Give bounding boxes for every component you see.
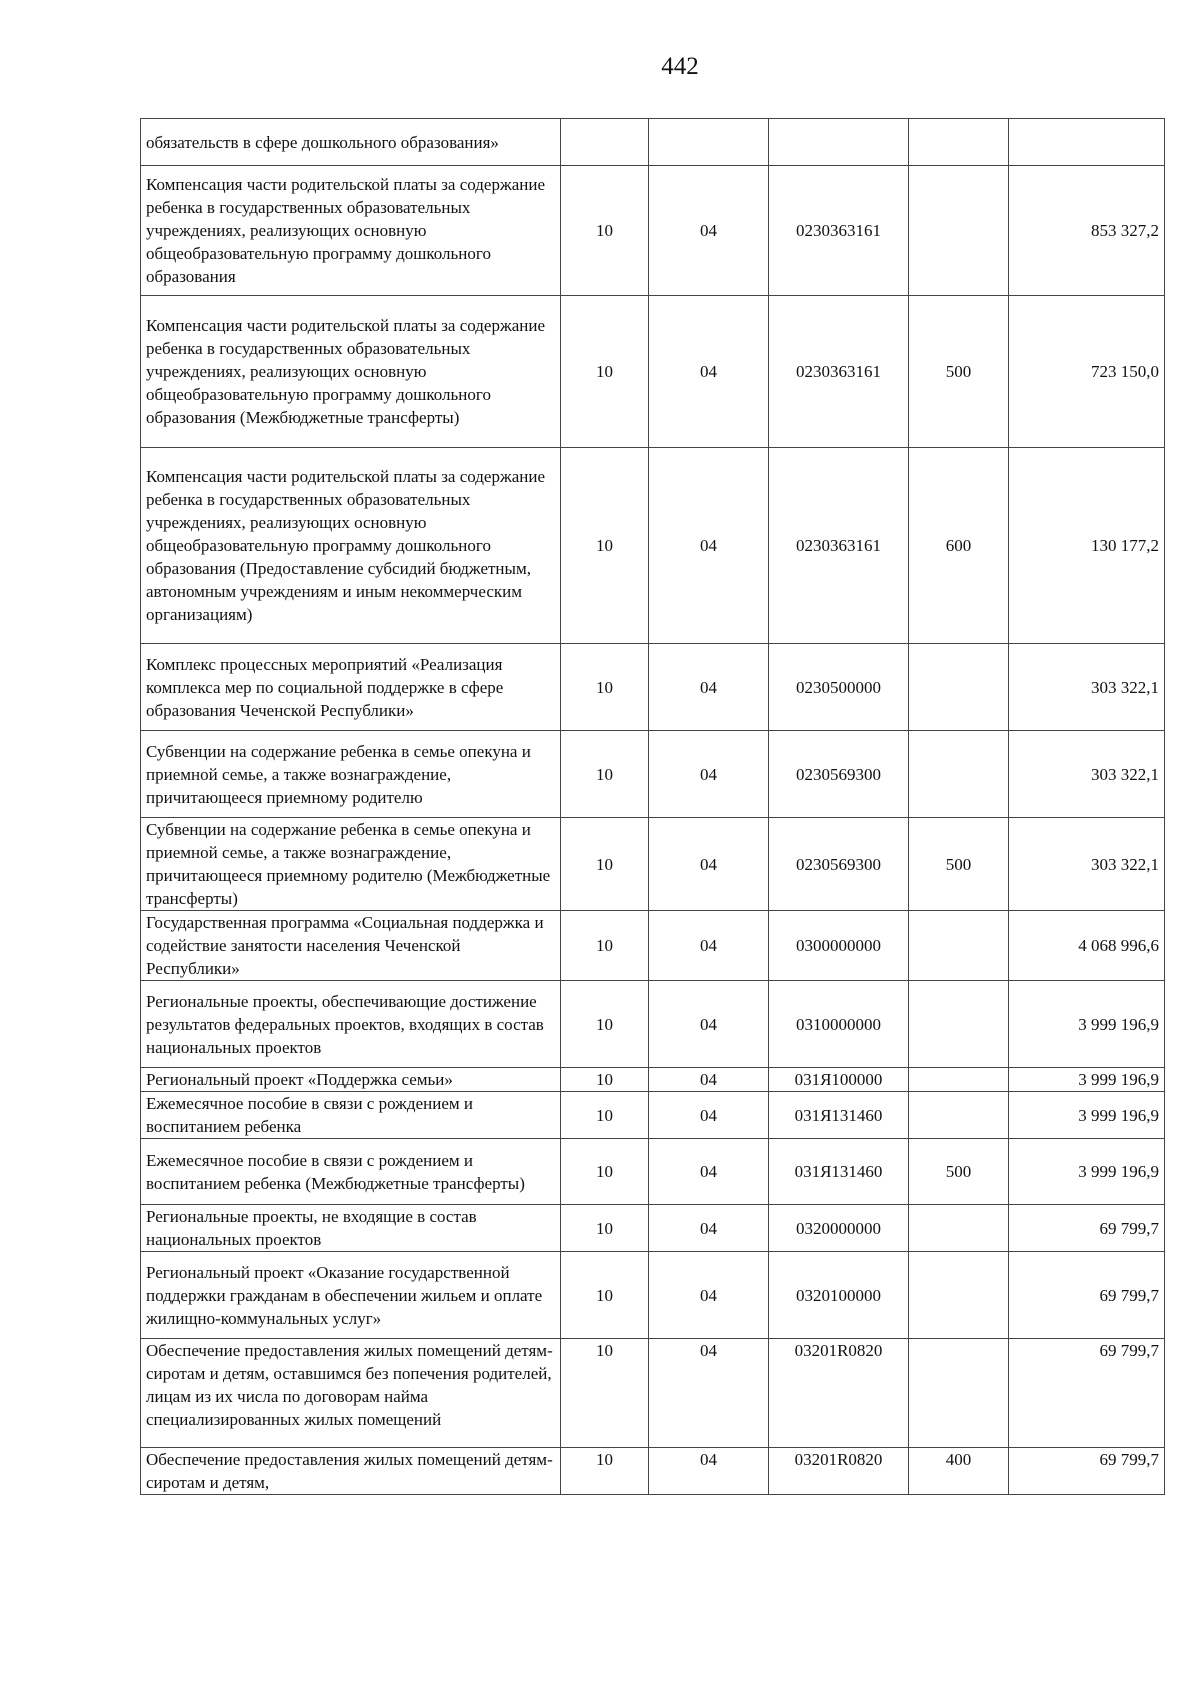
- budget-item-name: Региональный проект «Поддержка семьи»: [141, 1068, 561, 1092]
- expense-type-code: 500: [909, 296, 1009, 448]
- subsection-code: 04: [649, 1068, 769, 1092]
- target-article-code: 0320000000: [769, 1205, 909, 1252]
- expense-type-code: 400: [909, 1448, 1009, 1495]
- budget-item-name: Компенсация части родительской платы за содержание ребенка в государственных образовательных учреждениях, реализующих основную общеобразовательную программу дошкольного образования (Межбюджетные трансферты): [141, 296, 561, 448]
- budget-item-name: Обеспечение предоставления жилых помещений детям-сиротам и детям,: [141, 1448, 561, 1495]
- expense-type-code: [909, 1339, 1009, 1448]
- section-code: 10: [561, 166, 649, 296]
- budget-item-name: Компенсация части родительской платы за содержание ребенка в государственных образовательных учреждениях, реализующих основную общеобразовательную программу дошкольного образования: [141, 166, 561, 296]
- expense-type-code: [909, 1252, 1009, 1339]
- section-code: 10: [561, 1092, 649, 1139]
- expense-type-code: [909, 119, 1009, 166]
- section-code: 10: [561, 1205, 649, 1252]
- subsection-code: 04: [649, 1092, 769, 1139]
- section-code: 10: [561, 296, 649, 448]
- table-row: [141, 1205, 1165, 1252]
- target-article-code: 0230363161: [769, 448, 909, 644]
- table-row: [141, 818, 1165, 911]
- amount-value: 3 999 196,9: [1009, 1068, 1165, 1092]
- table-row: [141, 911, 1165, 981]
- amount-value: 69 799,7: [1009, 1205, 1165, 1252]
- amount-value: 3 999 196,9: [1009, 1139, 1165, 1205]
- table-row: [141, 1068, 1165, 1092]
- budget-item-name: Государственная программа «Социальная поддержка и содействие занятости населения Чеченской Республики»: [141, 911, 561, 981]
- expense-type-code: 500: [909, 818, 1009, 911]
- budget-item-name: обязательств в сфере дошкольного образования»: [141, 119, 561, 166]
- section-code: 10: [561, 644, 649, 731]
- expense-type-code: [909, 1068, 1009, 1092]
- subsection-code: 04: [649, 1252, 769, 1339]
- section-code: 10: [561, 981, 649, 1068]
- expense-type-code: [909, 981, 1009, 1068]
- table-row: [141, 731, 1165, 818]
- amount-value: 69 799,7: [1009, 1252, 1165, 1339]
- target-article-code: 0230569300: [769, 818, 909, 911]
- target-article-code: 031Я131460: [769, 1139, 909, 1205]
- table-row: [141, 644, 1165, 731]
- table-row: [141, 119, 1165, 166]
- expense-type-code: 600: [909, 448, 1009, 644]
- target-article-code: 03201R0820: [769, 1339, 909, 1448]
- budget-item-name: Региональные проекты, не входящие в состав национальных проектов: [141, 1205, 561, 1252]
- budget-item-name: Компенсация части родительской платы за содержание ребенка в государственных образовательных учреждениях, реализующих основную общеобразовательную программу дошкольного образования (Предоставление субсидий бюджетным, автономным учреждениям и иным некоммерческим организациям): [141, 448, 561, 644]
- table-row: [141, 1092, 1165, 1139]
- expense-type-code: [909, 1205, 1009, 1252]
- subsection-code: [649, 119, 769, 166]
- expense-type-code: [909, 911, 1009, 981]
- subsection-code: 04: [649, 296, 769, 448]
- budget-item-name: Ежемесячное пособие в связи с рождением и воспитанием ребенка: [141, 1092, 561, 1139]
- page-number: 442: [661, 53, 699, 80]
- budget-item-name: Региональный проект «Оказание государственной поддержки гражданам в обеспечении жильем и оплате жилищно-коммунальных услуг»: [141, 1252, 561, 1339]
- amount-value: [1009, 119, 1165, 166]
- subsection-code: 04: [649, 731, 769, 818]
- section-code: 10: [561, 911, 649, 981]
- table-row: [141, 1252, 1165, 1339]
- section-code: 10: [561, 1252, 649, 1339]
- budget-item-name: Обеспечение предоставления жилых помещений детям-сиротам и детям, оставшимся без попечения родителей, лицам из их числа по договорам найма специализированных жилых помещений: [141, 1339, 561, 1448]
- budget-item-name: Региональные проекты, обеспечивающие достижение результатов федеральных проектов, входящих в состав национальных проектов: [141, 981, 561, 1068]
- amount-value: 3 999 196,9: [1009, 981, 1165, 1068]
- expense-type-code: 500: [909, 1139, 1009, 1205]
- table-row: [141, 166, 1165, 296]
- subsection-code: 04: [649, 644, 769, 731]
- expense-type-code: [909, 644, 1009, 731]
- target-article-code: 0230363161: [769, 166, 909, 296]
- budget-item-name: Ежемесячное пособие в связи с рождением и воспитанием ребенка (Межбюджетные трансферты): [141, 1139, 561, 1205]
- section-code: 10: [561, 448, 649, 644]
- section-code: 10: [561, 818, 649, 911]
- amount-value: 853 327,2: [1009, 166, 1165, 296]
- amount-value: 303 322,1: [1009, 818, 1165, 911]
- subsection-code: 04: [649, 1139, 769, 1205]
- amount-value: 723 150,0: [1009, 296, 1165, 448]
- budget-item-name: Субвенции на содержание ребенка в семье опекуна и приемной семье, а также вознаграждение, причитающееся приемному родителю: [141, 731, 561, 818]
- section-code: 10: [561, 1068, 649, 1092]
- amount-value: 69 799,7: [1009, 1339, 1165, 1448]
- target-article-code: [769, 119, 909, 166]
- amount-value: 130 177,2: [1009, 448, 1165, 644]
- target-article-code: 031Я131460: [769, 1092, 909, 1139]
- section-code: 10: [561, 1339, 649, 1448]
- table-row: [141, 1339, 1165, 1448]
- subsection-code: 04: [649, 1339, 769, 1448]
- section-code: 10: [561, 731, 649, 818]
- target-article-code: 0230500000: [769, 644, 909, 731]
- target-article-code: 0230363161: [769, 296, 909, 448]
- subsection-code: 04: [649, 911, 769, 981]
- subsection-code: 04: [649, 1205, 769, 1252]
- target-article-code: 0300000000: [769, 911, 909, 981]
- subsection-code: 04: [649, 166, 769, 296]
- target-article-code: 0320100000: [769, 1252, 909, 1339]
- budget-item-name: Субвенции на содержание ребенка в семье опекуна и приемной семье, а также вознаграждение, причитающееся приемному родителю (Межбюджетные трансферты): [141, 818, 561, 911]
- table-row: [141, 296, 1165, 448]
- target-article-code: 03201R0820: [769, 1448, 909, 1495]
- target-article-code: 031Я100000: [769, 1068, 909, 1092]
- expense-type-code: [909, 731, 1009, 818]
- expense-type-code: [909, 166, 1009, 296]
- table-row: [141, 1448, 1165, 1495]
- amount-value: 303 322,1: [1009, 731, 1165, 818]
- subsection-code: 04: [649, 981, 769, 1068]
- amount-value: 303 322,1: [1009, 644, 1165, 731]
- table-row: [141, 1139, 1165, 1205]
- subsection-code: 04: [649, 818, 769, 911]
- budget-item-name: Комплекс процессных мероприятий «Реализация комплекса мер по социальной поддержке в сфере образования Чеченской Республики»: [141, 644, 561, 731]
- subsection-code: 04: [649, 1448, 769, 1495]
- budget-table: [140, 118, 1165, 1495]
- target-article-code: 0230569300: [769, 731, 909, 818]
- amount-value: 69 799,7: [1009, 1448, 1165, 1495]
- section-code: [561, 119, 649, 166]
- amount-value: 3 999 196,9: [1009, 1092, 1165, 1139]
- target-article-code: 0310000000: [769, 981, 909, 1068]
- table-row: [141, 981, 1165, 1068]
- budget-table-body: [141, 119, 1165, 1495]
- expense-type-code: [909, 1092, 1009, 1139]
- table-row: [141, 448, 1165, 644]
- amount-value: 4 068 996,6: [1009, 911, 1165, 981]
- subsection-code: 04: [649, 448, 769, 644]
- section-code: 10: [561, 1139, 649, 1205]
- section-code: 10: [561, 1448, 649, 1495]
